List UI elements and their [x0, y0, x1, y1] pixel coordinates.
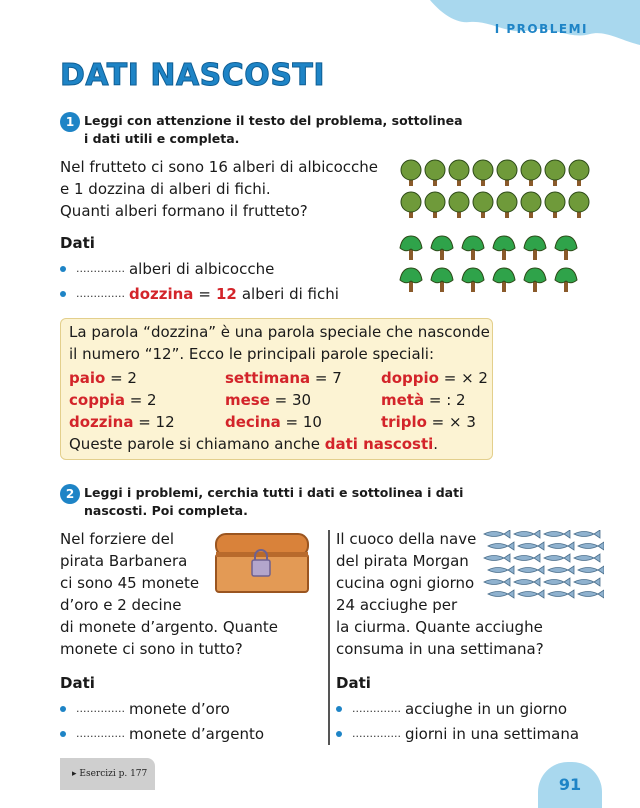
instruction-line: i dati utili e completa. — [84, 131, 240, 146]
fig-tree-icon — [555, 268, 577, 292]
treasure-chest-icon — [214, 530, 310, 594]
special-word-settimana — [225, 367, 342, 389]
special-word-key: triplo — [381, 413, 427, 431]
fill-blank[interactable]: .............. — [76, 702, 125, 715]
apricot-tree-icon — [425, 160, 445, 186]
special-word-key: decina — [225, 413, 281, 431]
bullet-dot — [336, 706, 342, 712]
special-word-doppio — [381, 367, 488, 389]
apricot-tree-icon — [401, 160, 421, 186]
apricot-tree-icon — [545, 160, 565, 186]
anchovy-fish-icon — [488, 542, 514, 550]
note-intro-line: La parola “dozzina” è una parola speciale che nasconde — [69, 323, 490, 341]
special-word-value: = 2 — [124, 391, 157, 409]
problem-line: Quanti alberi formano il frutteto? — [60, 202, 308, 220]
exercise-1-dato-2 — [60, 283, 339, 305]
fig-tree-icon — [400, 268, 422, 292]
fig-tree-icon — [431, 268, 453, 292]
page-title: DATI NASCOSTI — [60, 58, 326, 93]
closing-punct: . — [433, 435, 439, 453]
problem-line: Nel frutteto ci sono 16 alberi di albicocche — [60, 158, 379, 176]
anchovy-fish-icon — [514, 554, 540, 562]
special-word-dozzina — [69, 411, 175, 433]
special-word-value: = 30 — [269, 391, 312, 409]
anchovy-fish-icon — [548, 566, 574, 574]
fig-tree-icon — [462, 236, 484, 260]
anchovy-fish-icon — [544, 554, 570, 562]
fig-tree-icon — [493, 236, 515, 260]
special-word-mese — [225, 389, 311, 411]
dato-text: acciughe in un giorno — [404, 700, 568, 718]
anchovy-fish-icon — [548, 590, 574, 598]
special-word-value: = 7 — [310, 369, 342, 387]
problem-line: di monete d’argento. Quante — [60, 618, 278, 636]
closing-keyword: dati nascosti — [324, 435, 434, 453]
anchovy-fish-icon — [548, 542, 574, 550]
special-word-triplo — [381, 411, 476, 433]
bullet-dot — [336, 731, 342, 737]
problem-line: e 1 dozzina di alberi di fichi. — [60, 180, 271, 198]
anchovy-fish-icon — [484, 530, 510, 538]
apricot-tree-icon — [449, 160, 469, 186]
exercise-1-dato-1 — [60, 258, 274, 280]
special-word-key: doppio — [381, 369, 439, 387]
special-word-paio — [69, 367, 137, 389]
apricot-tree-icon — [521, 160, 541, 186]
problem-line: Il cuoco della nave — [336, 530, 477, 548]
anchovy-fish-icon — [578, 590, 604, 598]
anchovy-fish-icon — [488, 566, 514, 574]
special-word-value: = : 2 — [424, 391, 466, 409]
special-word-coppia — [69, 389, 157, 411]
fig-tree-icon — [555, 236, 577, 260]
fill-blank[interactable]: .............. — [352, 702, 401, 715]
apricot-tree-icon — [473, 160, 493, 186]
anchovy-fish-icon — [488, 590, 514, 598]
anchovy-fish-icon — [518, 566, 544, 574]
hidden-data-word: dozzina — [128, 285, 194, 303]
anchovy-fish-icon — [544, 530, 570, 538]
bullet-dot — [60, 731, 66, 737]
special-word-value: = × 2 — [438, 369, 488, 387]
dato-text: giorni in una settimana — [404, 725, 580, 743]
anchovy-fish-icon — [574, 578, 600, 586]
anchovy-fish-icon — [514, 530, 540, 538]
problem-right-dato-2 — [336, 723, 579, 745]
hidden-data-note — [60, 318, 493, 460]
anchovy-fish-icon — [578, 566, 604, 574]
dato-text: alberi di fichi — [241, 285, 339, 303]
note-closing — [69, 433, 438, 455]
column-divider — [328, 530, 330, 745]
apricot-tree-icon — [473, 192, 493, 218]
anchovy-fish-icon — [484, 578, 510, 586]
bullet-dot — [60, 706, 66, 712]
fig-tree-icon — [400, 236, 422, 260]
bullet-dot — [60, 266, 66, 272]
apricot-tree-icon — [425, 192, 445, 218]
special-word-metà — [381, 389, 466, 411]
problem-line: Nel forziere del — [60, 530, 175, 548]
anchovy-fish-icon — [544, 578, 570, 586]
apricot-tree-icon — [569, 192, 589, 218]
problem-line: ci sono 45 monete — [60, 574, 200, 592]
trees-illustration — [398, 158, 598, 298]
anchovy-fish-icon — [574, 530, 600, 538]
problem-line: 24 acciughe per — [336, 596, 458, 614]
problem-line: del pirata Morgan — [336, 552, 469, 570]
special-word-value: = 2 — [105, 369, 137, 387]
apricot-tree-icon — [497, 192, 517, 218]
problem-line: monete ci sono in tutto? — [60, 640, 243, 658]
problem-line: cucina ogni giorno — [336, 574, 475, 592]
problem-left-dato-2 — [60, 723, 264, 745]
anchovy-fish-icon — [578, 542, 604, 550]
exercise-2-number: 2 — [60, 484, 80, 504]
fig-tree-icon — [431, 236, 453, 260]
anchovy-fish-icon — [518, 542, 544, 550]
fill-blank[interactable]: .............. — [76, 727, 125, 740]
instruction-line: Leggi con attenzione il testo del problema, sottolinea — [84, 113, 463, 128]
dato-text: monete d’oro — [128, 700, 230, 718]
apricot-tree-icon — [569, 160, 589, 186]
problem-left-dati-heading: Dati — [60, 674, 95, 692]
hidden-data-value: 12 — [215, 285, 237, 303]
special-word-key: paio — [69, 369, 106, 387]
special-word-key: dozzina — [69, 413, 134, 431]
problem-line: consuma in una settimana? — [336, 640, 544, 658]
equals-sign: = — [198, 285, 211, 303]
page-number: 91 — [538, 762, 602, 808]
problem-line: la ciurma. Quante acciughe — [336, 618, 543, 636]
special-word-key: coppia — [69, 391, 125, 409]
apricot-tree-icon — [449, 192, 469, 218]
exercise-2-instruction — [84, 484, 484, 520]
problem-right-dati-heading: Dati — [336, 674, 371, 692]
apricot-tree-icon — [401, 192, 421, 218]
closing-text: Queste parole si chiamano anche — [69, 435, 320, 453]
apricot-tree-icon — [545, 192, 565, 218]
fig-tree-icon — [493, 268, 515, 292]
exercise-1-problem — [60, 156, 400, 222]
problem-line: pirata Barbanera — [60, 552, 188, 570]
special-word-value: = 10 — [280, 413, 322, 431]
anchovy-fish-icon — [484, 554, 510, 562]
fig-tree-icon — [462, 268, 484, 292]
fill-blank[interactable]: .............. — [76, 287, 125, 300]
special-word-decina — [225, 411, 322, 433]
special-word-key: metà — [381, 391, 425, 409]
bullet-dot — [60, 291, 66, 297]
instruction-line: Leggi i problemi, cerchia tutti i dati e sottolinea i dati — [84, 485, 464, 500]
anchovy-fish-icon — [518, 590, 544, 598]
anchovy-fish-icon — [514, 578, 540, 586]
exercise-1-number: 1 — [60, 112, 80, 132]
apricot-tree-icon — [497, 160, 517, 186]
special-word-value: = 12 — [133, 413, 175, 431]
special-word-value: = × 3 — [426, 413, 476, 431]
problem-line: d’oro e 2 decine — [60, 596, 182, 614]
fill-blank[interactable]: .............. — [352, 727, 401, 740]
exercise-1-dati-heading: Dati — [60, 234, 95, 252]
fill-blank[interactable]: .............. — [76, 262, 125, 275]
problem-left-dato-1 — [60, 698, 230, 720]
section-label: I PROBLEMI — [494, 22, 588, 36]
special-word-key: settimana — [225, 369, 311, 387]
instruction-line: nascosti. Poi completa. — [84, 503, 248, 518]
problem-right-dato-1 — [336, 698, 567, 720]
apricot-tree-icon — [521, 192, 541, 218]
exercises-reference[interactable]: ▸ Esercizi p. 177 — [60, 758, 155, 790]
special-word-key: mese — [225, 391, 270, 409]
dato-text: monete d’argento — [128, 725, 265, 743]
note-intro-line: il numero “12”. Ecco le principali parole speciali: — [69, 345, 435, 363]
fig-tree-icon — [524, 268, 546, 292]
dato-text: alberi di albicocche — [128, 260, 275, 278]
fig-tree-icon — [524, 236, 546, 260]
anchovy-fish-icon — [574, 554, 600, 562]
exercise-1-instruction — [84, 112, 484, 148]
anchovies-illustration — [482, 530, 604, 606]
